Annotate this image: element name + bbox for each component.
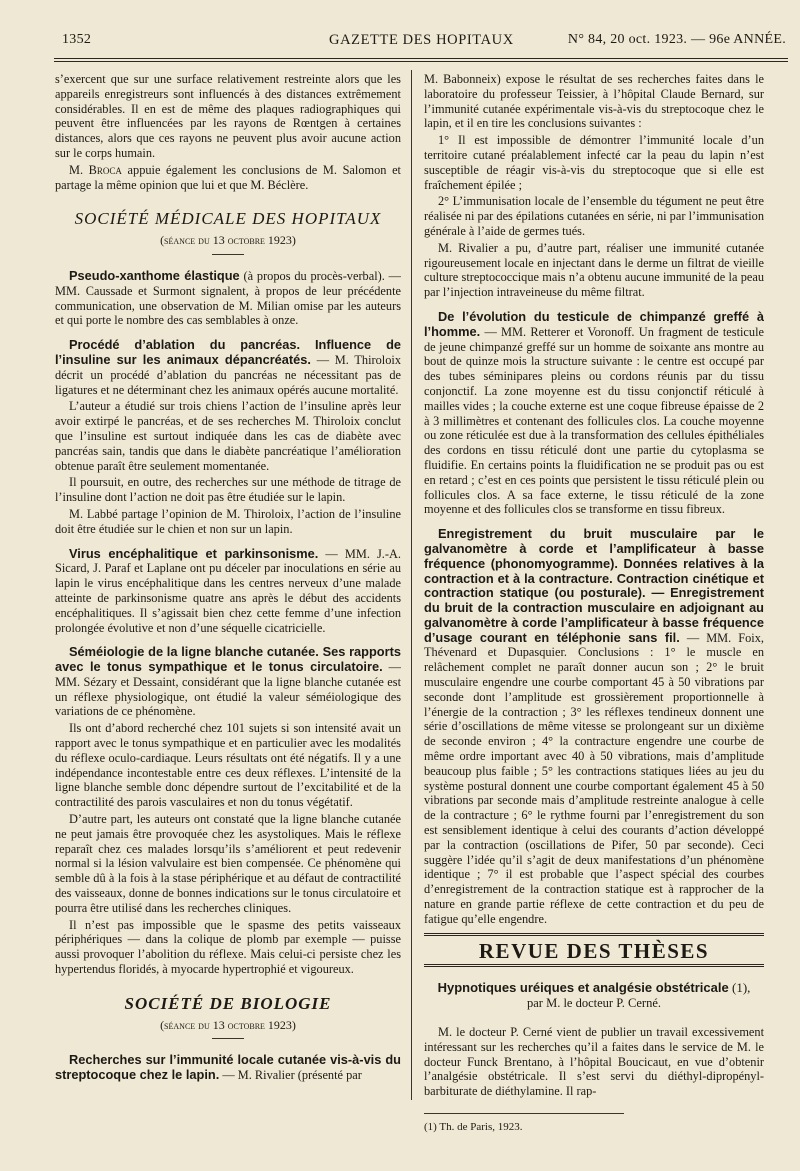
section-heading-societe-medicale: SOCIÉTÉ MÉDICALE DES HOPITAUX [74, 209, 382, 229]
paragraph: s’exercent que sur une surface relativement restreinte alors que les appareils enregistreurs sont influencés à des distances extrêmement considérables. Il en est de même des plaques radiographiques qui peuvent être influencées par les rayons de Rœntgen à certaines distances, alors que ces rayons ne peuvent plus avoir aucune action sur le corps humain. [55, 72, 401, 160]
paragraph: M. Broca appuie également les conclusions de M. Salomon et partage la même opinion que lui et que M. Béclère. [55, 162, 401, 192]
article: Procédé d’ablation du pancréas. Influence de l’insuline sur les animaux dépancréatés. — M. Thiroloix décrit un procédé d’ablation du pancréas ne nécessitant pas de ligatures et ne déterminant chez les animaux opérés aucune mortalité. [55, 337, 401, 397]
article: De l’évolution du testicule de chimpanzé greffé à l’homme. — MM. Retterer et Voronoff. Un fragment de testicule de jeune chimpanzé greffé sur un homme de soixante ans montre au bout de quinze mois la structure suivante : le centre est occupé par des tubes séminipares pleins ou cordons réunis par du tissu conjonctif. La zone moyenne est du tissu conjonctif réticulé à mailles vides ; la couche externe est une coque fibreuse épaisse de 2 à 3 millimètres et contenant des follicules clos. La couche moyenne ou zone réticulée est due à la transformation des cellules épithéliales des cordons en tissu réticulé dont une partie du cytoplasma se fluidifie. En certains points la fluidification ne se produit pas ou est en retard ; c’est en ces points que persistent le tissu réticulé plein ou follicules clos. A sa face externe, le tissu réticulé de la zone moyenne et des follicules clos se transforme en tissu fibreux. [424, 308, 764, 517]
issue-info: N° 84, 20 oct. 1923. — 96e ANNÉE. [567, 32, 786, 47]
paragraph: 2° L’immunisation locale de l’ensemble du tégument ne peut être réalisée ni par des épilations cutanées en série, ni par l’immunisation générale à l’aide de germes tués. [424, 194, 764, 238]
paragraph: Il n’est pas impossible que le spasme des petits vaisseaux périphériques — dans la colique de plomb par exemple — puisse aussi provoquer l’abolition du réflexe. Mais celui-ci persiste chez les hypertendus floridés, à myocarde hypertrophié et vigoureux. [55, 917, 401, 977]
paragraph: M. Babonneix) expose le résultat de ses recherches faites dans le laboratoire du professeur Teissier, à l’hôpital Claude Bernard, sur l’immunité cutanée expérimentale vis-à-vis du streptocoque chez le lapin, et il en tire les conclusions suivantes : [424, 72, 764, 131]
header-rule [54, 58, 788, 59]
thesis-title: Hypnotiques uréiques et analgésie obstétricale (1), [437, 980, 751, 996]
theses-heading: REVUE DES THÈSES [424, 933, 764, 968]
header-rule-2 [54, 61, 788, 62]
seance-date: (séance du 13 octobre 1923) [160, 1017, 296, 1032]
thesis-author: par M. le docteur P. Cerné. [527, 996, 661, 1011]
paragraph: L’auteur a étudié sur trois chiens l’action de l’insuline après leur avoir extirpé le pancréas, et de ses recherches M. Thiroloix conclut que l’insuline est surtout indiquée dans les cas de diabète avec pancréas sain, tandis que dans le diabète pancréatique l’amélioration obtenue paraît être seulement momentanée. [55, 399, 401, 473]
column-divider [411, 70, 412, 1100]
divider [212, 254, 244, 255]
section-heading-societe-biologie: SOCIÉTÉ DE BIOLOGIE [124, 993, 332, 1013]
article: Séméiologie de la ligne blanche cutanée. Ses rapports avec le tonus sympathique et le tonus circulatoire. — MM. Sézary et Dessaint, considérant que la ligne blanche cutanée est un réflexe physiologique, ont étudié la valeur séméiologique des variations de ce phénomène. [55, 644, 401, 719]
paragraph: 1° Il est impossible de démontrer l’immunité locale d’un territoire cutané préalablement infecté car la peau du lapin n’est susceptible de réagir vis-à-vis du streptocoque que si elle est fraîchement épilée ; [424, 133, 764, 192]
article: Pseudo-xanthome élastique (à propos du procès-verbal). — MM. Caussade et Surmont signalent, à propos de leur précédente communication, une observation de M. Milian omise par les auteurs et qui porte le nombre des cas semblables à onze. [55, 267, 401, 328]
running-header [54, 32, 786, 54]
article: Virus encéphalitique et parkinsonisme. — MM. J.-A. Sicard, J. Paraf et Laplane ont pu déceler par inoculations en série au lapin le virus encéphalitique dans les centres nerveux d’une malade atteinte de parkinsonisme quatre ans après le début des accidents encéphalitiques. Il s’agissait bien chez cette femme d’une infection prolongée évolutive et non d’une séquelle cicatricielle. [55, 545, 401, 635]
divider [212, 1038, 244, 1039]
footnote-rule [424, 1113, 624, 1114]
paragraph: M. Rivalier a pu, d’autre part, réaliser une immunité cutanée rigoureusement locale en injectant dans le derme un filtrat de vieille culture streptococcique mais n’a obtenu aucune immunité de la peau par l’injection intraveineuse du même filtrat. [424, 240, 764, 300]
paragraph: Il poursuit, en outre, des recherches sur une méthode de titrage de l’insuline dont l’action ne doit pas être étudiée sur le lapin. [55, 475, 401, 505]
article: Enregistrement du bruit musculaire par le galvanomètre à corde et l’amplificateur à basse fréquence (phonomyogramme). Données relatives à la contraction et à la contracture. Contraction cinétique et contraction statique (ou posturale). — Enregistrement du bruit de la contraction musculaire en adjoignant au galvanomètre à corde l’amplificateur à basse fréquence d’usage courant en téléphonie sans fil. — MM. Foix, Thévenard et Dupasquier. Conclusions : 1° le muscle en relâchement complet ne paraît donner aucun son ; 2° le bruit musculaire engendre une courbe comportant 45 à 50 vibrations par seconde dont l’amplitude est grossièrement proportionnelle à l’énergie de la contraction ; 3° les réflexes tendineux donnent une série d’oscillations de même vitesse se prolongeant sur un dixième de seconde environ ; 4° la contracture engendre une courbe de même ordre important avec 40 à 50 vibrations, mais d’amplitude beaucoup plus faible ; 5° les contractions statiques liées au jeu du système postural donnent une courbe comportant également 45 à 50 vibrations par seconde mais d’amplitude restreinte analogue à celle de la contracture ; 6° le rythme fourni par l’enregistrement du son est sensiblement identique à celui des courants d’action développé par la contraction (oscillations de Pifer, 50 par seconde). Ceci suggère l’idée qu’il s’agit de deux manifestations d’un phénomène identique ; 7° il est probable que l’aspect spécial des courbes d’enregistrement de la contraction statique est à rapprocher de la nature en grande partie réflexe de cette contraction et du peu de fatigue qu’elle engendre. [424, 526, 764, 926]
left-column [55, 72, 401, 1085]
article: Recherches sur l’immunité locale cutanée vis-à-vis du streptocoque chez le lapin. — M. Rivalier (présenté par [55, 1052, 401, 1083]
paragraph: Ils ont d’abord recherché chez 101 sujets si son intensité avait un rapport avec le tonus sympathique et en particulier avec les modalités du réflexe oculo-cardiaque. Leurs résultats ont été négatifs. Il y a une indépendance incontestable entre ces deux réflexes. L’intensité de la ligne blanche semble donc dépendre surtout de l’excitabilité et de la contractilité des parois vasculaires et non du tonus végétatif. [55, 721, 401, 810]
right-column [424, 72, 764, 1137]
seance-date: (séance du 13 octobre 1923) [160, 233, 296, 248]
paragraph: M. Labbé partage l’opinion de M. Thiroloix, l’action de l’insuline doit être étudiée sur le chien et non sur un lapin. [55, 506, 401, 536]
paragraph: M. le docteur P. Cerné vient de publier un travail excessivement intéressant sur les recherches qu’il a faites dans le service de M. le docteur Funck Brentano, à l’hôpital Boucicaut, en vue d’obtenir l’analgésie obstétricale. Il s’est servi du diéthyl-dipropényl-barbiturate de diéthylamine. Il rap- [424, 1025, 764, 1099]
footnote: (1) Th. de Paris, 1923. [424, 1121, 523, 1133]
journal-title: GAZETTE DES HOPITAUX [329, 32, 514, 48]
page-number: 1352 [62, 32, 92, 47]
paragraph: D’autre part, les auteurs ont constaté que la ligne blanche cutanée ne peut jamais être provoquée chez les asystoliques. Mais le réflexe reparaît chez ces malades lorsqu’ils s’améliorent et peut redevenir normal si la lésion valvulaire est bien compensée. Ce phénomène qui semble dû à la fois à la stase périphérique et au défaut de contractilité des vaisseaux, donne de bonnes indications sur le tonus circulatoire et pourra être utilisé dans les recherches cliniques. [55, 812, 401, 915]
